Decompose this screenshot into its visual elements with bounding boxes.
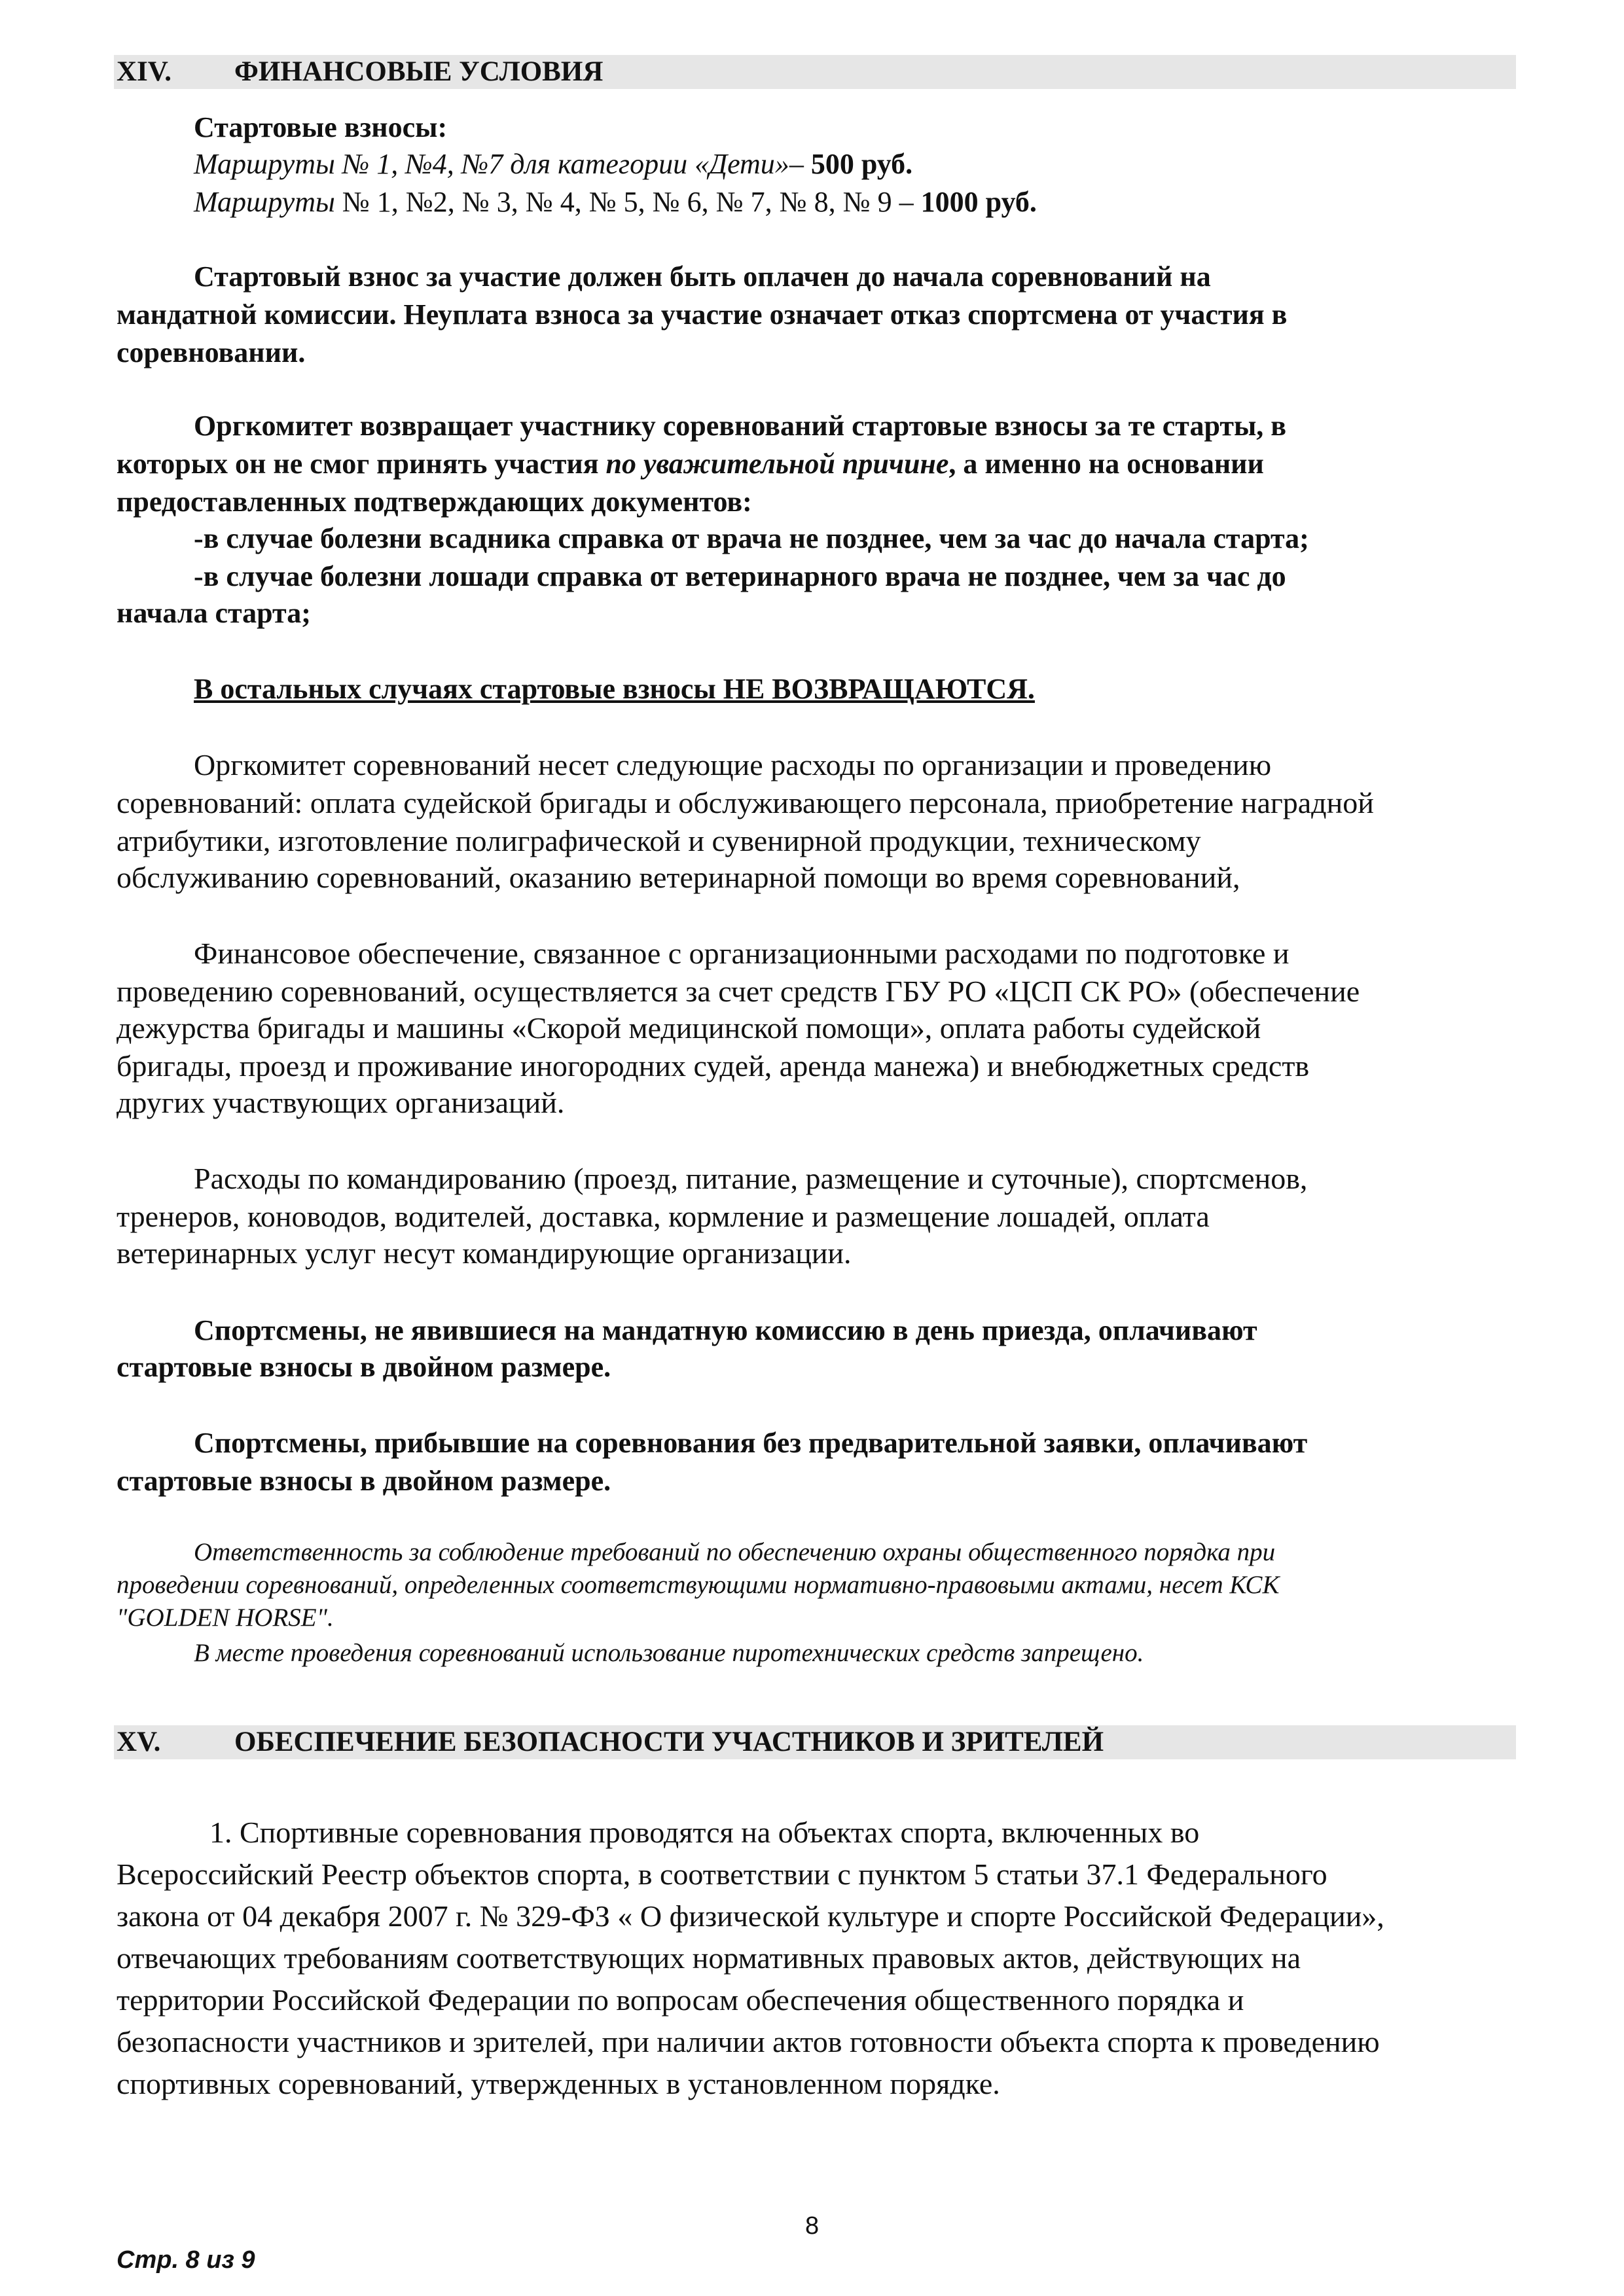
p5-line-2: тренеров, коноводов, водителей, доставка, кормление и размещение лошадей, оплата bbox=[117, 1200, 1210, 1233]
s15-line-3: закона от 04 декабря 2007 г. № 329-ФЗ « О физической культуре и спорте Российской Федерации», bbox=[117, 1899, 1384, 1933]
s15-line-5: территории Российской Федерации по вопросам обеспечения общественного порядка и bbox=[117, 1983, 1244, 2017]
fee-line-children bbox=[194, 145, 1601, 183]
section-14-title: ФИНАНСОВЫЕ УСЛОВИЯ bbox=[234, 56, 604, 87]
p1-line-3: соревновании. bbox=[117, 336, 306, 368]
p2-line-2 bbox=[117, 445, 1524, 483]
p2-valid-reason: по уважительной причине bbox=[605, 448, 949, 480]
p1-line-1: Стартовый взнос за участие должен быть оплачен до начала соревнований на bbox=[194, 260, 1211, 293]
s15-line-1: 1. Спортивные соревнования проводятся на объектах спорта, включенных во bbox=[209, 1816, 1200, 1849]
p4-line-4: бригады, проезд и проживание иногородних судей, аренда манежа) и внебюджетных средств bbox=[117, 1049, 1310, 1083]
section-15-header bbox=[117, 1725, 1104, 1759]
p2-line-2-b: , а именно на основании bbox=[948, 448, 1264, 480]
s15-line-4: отвечающих требованиям соответствующих нормативных правовых актов, действующих на bbox=[117, 1941, 1301, 1975]
section-14-header bbox=[117, 55, 603, 89]
p1-line-2: мандатной комиссии. Неуплата взноса за участие означает отказ спортсмена от участия в bbox=[117, 298, 1288, 331]
p3-line-1: Оргкомитет соревнований несет следующие расходы по организации и проведению bbox=[194, 748, 1272, 781]
page-of-footer: Стр. 8 из 9 bbox=[117, 2246, 255, 2274]
p4-line-1: Финансовое обеспечение, связанное с организационными расходами по подготовке и bbox=[194, 937, 1290, 970]
fee2-routes-label: Маршруты bbox=[194, 186, 335, 218]
p6-line-2: стартовые взносы в двойном размере. bbox=[117, 1351, 611, 1383]
fee2-routes-list: № 1, №2, № 3, № 4, № 5, № 6, № 7, № 8, № 9 – bbox=[334, 186, 921, 218]
fee2-price: 1000 руб. bbox=[920, 186, 1037, 218]
s15-line-6: безопасности участников и зрителей, при наличии актов готовности объекта спорта к проведению bbox=[117, 2025, 1380, 2058]
p2-line-3: предоставленных подтверждающих документов: bbox=[117, 486, 752, 518]
p4-line-5: других участвующих организаций. bbox=[117, 1086, 565, 1119]
p3-line-2: соревнований: оплата судейской бригады и обслуживающего персонала, приобретение наградной bbox=[117, 786, 1374, 819]
p8-line-4: В месте проведения соревнований использование пиротехнических средств запрещено. bbox=[194, 1639, 1144, 1667]
fee1-dash: – bbox=[789, 148, 811, 180]
p2-line-6: начала старта; bbox=[117, 597, 311, 629]
s15-line-7: спортивных соревнований, утвержденных в установленном порядке. bbox=[117, 2067, 1000, 2100]
p5-line-1: Расходы по командированию (проезд, питание, размещение и суточные), спортсменов, bbox=[194, 1162, 1308, 1195]
p2-line-5: -в случае болезни лошади справка от ветеринарного врача не позднее, чем за час до bbox=[194, 560, 1286, 592]
p8-line-1: Ответственность за соблюдение требований по обеспечению охраны общественного порядка при bbox=[194, 1538, 1276, 1566]
p2-line-1: Оргкомитет возвращает участнику соревнований стартовые взносы за те старты, в bbox=[194, 410, 1287, 442]
section-15-title: ОБЕСПЕЧЕНИЕ БЕЗОПАСНОСТИ УЧАСТНИКОВ И ЗРИТЕЛЕЙ bbox=[234, 1727, 1104, 1757]
no-refund-notice: В остальных случаях стартовые взносы НЕ ВОЗВРАЩАЮТСЯ. bbox=[194, 673, 1035, 705]
section-15-number: XV. bbox=[117, 1727, 161, 1757]
fee1-routes: Маршруты № 1, №4, №7 для категории «Дети» bbox=[194, 148, 789, 180]
fees-heading: Стартовые взносы: bbox=[194, 111, 448, 143]
fee1-price: 500 руб. bbox=[810, 148, 913, 180]
page-number: 8 bbox=[805, 2212, 820, 2240]
section-14-number: XIV. bbox=[117, 56, 172, 87]
p2-line-4: -в случае болезни всадника справка от врача не позднее, чем за час до начала старта; bbox=[194, 522, 1309, 554]
s15-line-2: Всероссийский Реестр объектов спорта, в соответствии с пунктом 5 статьи 37.1 Федерального bbox=[117, 1857, 1327, 1891]
fee-line-all bbox=[194, 183, 1601, 221]
p7-line-2: стартовые взносы в двойном размере. bbox=[117, 1465, 611, 1497]
p4-line-2: проведению соревнований, осуществляется за счет средств ГБУ РО «ЦСП СК РО» (обеспечение bbox=[117, 975, 1360, 1008]
p6-line-1: Спортсмены, не явившиеся на мандатную комиссию в день приезда, оплачивают bbox=[194, 1314, 1257, 1346]
p4-line-3: дежурства бригады и машины «Скорой медицинской помощи», оплата работы судейской bbox=[117, 1011, 1261, 1045]
p7-line-1: Спортсмены, прибывшие на соревнования без предварительной заявки, оплачивают bbox=[194, 1427, 1308, 1459]
p3-line-4: обслуживанию соревнований, оказанию ветеринарной помощи во время соревнований, bbox=[117, 861, 1240, 894]
p3-line-3: атрибутики, изготовление полиграфической и сувенирной продукции, техническому bbox=[117, 824, 1201, 857]
p8-line-3: "GOLDEN HORSE". bbox=[117, 1604, 334, 1632]
p8-line-2: проведении соревнований, определенных соответствующими нормативно-правовыми актами, несет КСК bbox=[117, 1571, 1280, 1599]
p5-line-3: ветеринарных услуг несут командирующие организации. bbox=[117, 1236, 852, 1270]
p2-line-2-a: которых он не смог принять участия bbox=[117, 448, 606, 480]
